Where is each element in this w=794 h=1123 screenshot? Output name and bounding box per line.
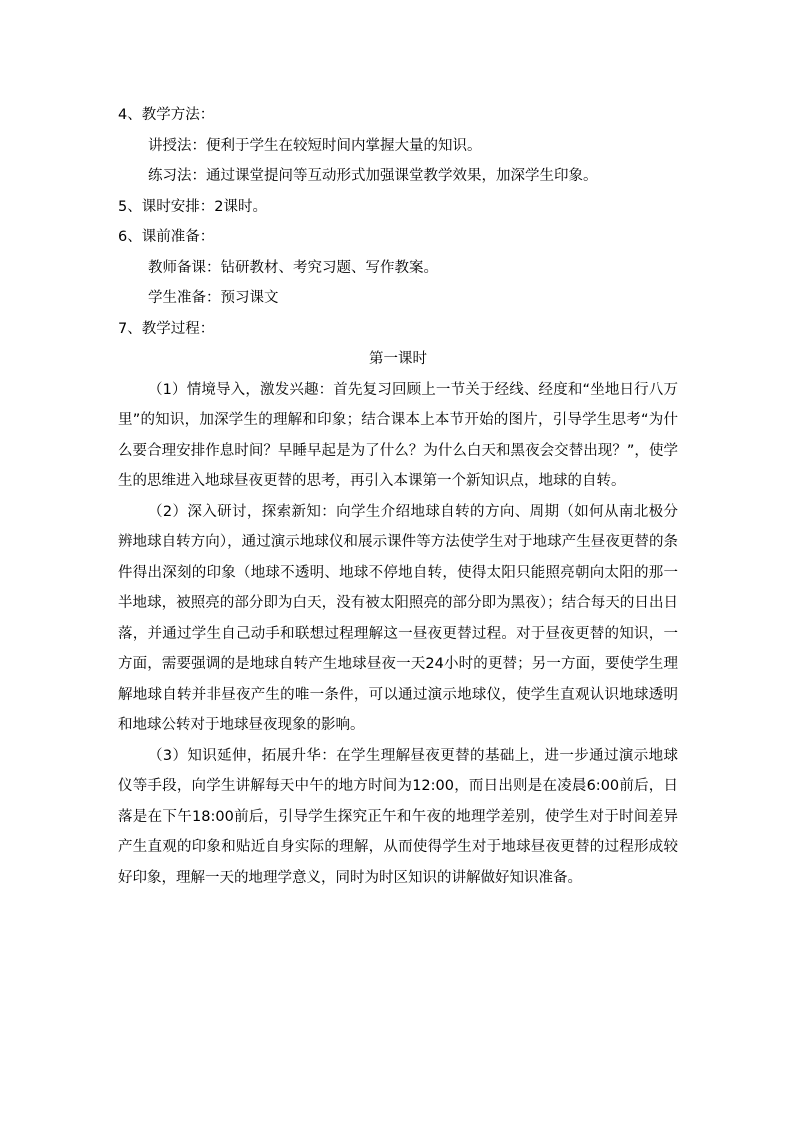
preparation-item-student: 学生准备：预习课文 — [148, 290, 279, 306]
process-paragraph-1: （1）情境导入，激发兴趣：首先复习回顾上一节关于经线、经度和“坐地日行八万里”的知识，加深学生的理解和印象；结合课本上本节开始的图片，引导学生思考“为什么要合理安排作息时间？早睡早起是为了什么？为什么白天和黑夜会交替出现？”，使学生的思维进入地球昼夜更替的思考，再引入本课第一个新知识点，地球的自转。 — [118, 381, 678, 489]
section-heading-methods: 4、教学方法： — [118, 107, 215, 123]
section-heading-preparation: 6、课前准备： — [118, 229, 215, 245]
section-heading-process: 7、教学过程： — [118, 320, 215, 337]
process-paragraph-3: （3）知识延伸，拓展升华：在学生理解昼夜更替的基础上，进一步通过演示地球仪等手段，向学生讲解每天中午的地方时间为12:00，而日出则是在凌晨6:00前后，日落是在下午18:00前后，引导学生探究正午和午夜的地理学差别，使学生对于时间差异产生直观的印象和贴近自身实际的理解，从而使得学生对于地球昼夜更替的过程形成较好印象，理解一天的地理学意义，同时为时区知识的讲解做好知识准备。 — [118, 747, 678, 886]
method-item-lecture: 讲授法：便利于学生在较短时间内掌握大量的知识。 — [148, 137, 482, 154]
document-body — [118, 100, 678, 893]
section-heading-schedule: 5、课时安排：2课时。 — [118, 198, 267, 215]
preparation-item-teacher: 教师备课：钻研教材、考究习题、写作教案。 — [148, 259, 438, 276]
process-paragraph-2: （2）深入研讨，探索新知：向学生介绍地球自转的方向、周期（如何从南北极分辨地球自转方向），通过演示地球仪和展示课件等方法使学生对于地球产生昼夜更替的条件得出深刻的印象（地球不透明、地球不停地自转，使得太阳只能照亮朝向太阳的那一半地球，被照亮的部分即为白天，没有被太阳照亮的部分即为黑夜）；结合每天的日出日落，并通过学生自己动手和联想过程理解这一昼夜更替过程。对于昼夜更替的知识，一方面，需要强调的是地球自转产生地球昼夜一天24小时的更替；另一方面，要使学生理解地球自转并非昼夜产生的唯一条件，可以通过演示地球仪，使学生直观认识地球透明和地球公转对于地球昼夜现象的影响。 — [118, 503, 678, 733]
lesson-subheading: 第一课时 — [369, 351, 427, 367]
method-item-practice: 练习法：通过课堂提问等互动形式加强课堂教学效果，加深学生印象。 — [148, 168, 598, 184]
